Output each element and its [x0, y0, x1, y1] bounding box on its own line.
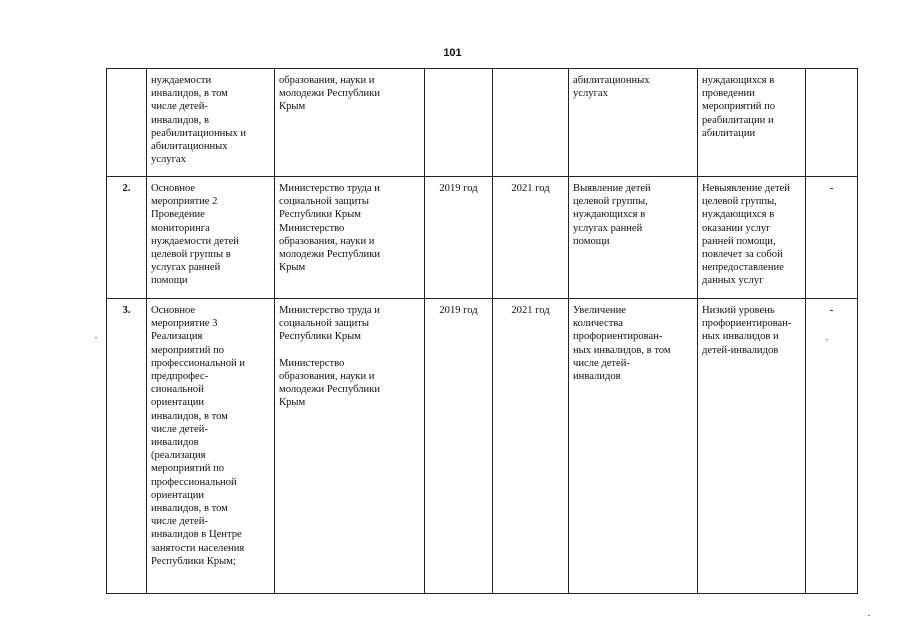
table-row: [107, 177, 858, 299]
executor-cell: Министерство труда и социальной защиты Республики Крым Министерство образования, науки и молодежи Республики Крым: [275, 177, 425, 299]
consequence-cell: Низкий уровень профориентирован- ных инвалидов и детей-инвалидов: [698, 299, 806, 594]
consequence-cell: Невыявление детей целевой группы, нуждающихся в оказании услуг ранней помощи, повлечет за собой непредоставление данных услуг: [698, 177, 806, 299]
scan-speck: [95, 337, 97, 338]
end-year-cell: [493, 69, 569, 177]
row-number: 2.: [107, 177, 147, 299]
program-events-table: [106, 68, 858, 594]
scan-speck: [826, 339, 828, 340]
event-cell: Основное мероприятие 3 Реализация мероприятий по профессиональной и предпрофес- сиональной ориентации инвалидов, в том числе детей- инвалидов (реализация мероприятий по профессиональной ориентации инвалидов, в том числе детей- инвалидов в Центре занятости населения Республики Крым;: [147, 299, 275, 594]
consequence-cell: нуждающихся в проведении мероприятий по реабилитации и абилитации: [698, 69, 806, 177]
table-row: [107, 299, 858, 594]
result-cell: Выявление детей целевой группы, нуждающихся в услугах ранней помощи: [569, 177, 698, 299]
scan-speck: [868, 615, 870, 616]
start-year-cell: 2019 год: [425, 299, 493, 594]
start-year-cell: 2019 год: [425, 177, 493, 299]
link-cell: [806, 69, 858, 177]
executor-cell: образования, науки и молодежи Республики Крым: [275, 69, 425, 177]
executor-cell: Министерство труда и социальной защиты Республики Крым Министерство образования, науки и молодежи Республики Крым: [275, 299, 425, 594]
end-year-cell: 2021 год: [493, 299, 569, 594]
end-year-cell: 2021 год: [493, 177, 569, 299]
event-cell: Основное мероприятие 2 Проведение мониторинга нуждаемости детей целевой группы в услугах ранней помощи: [147, 177, 275, 299]
page-number: 101: [443, 47, 462, 59]
result-cell: Увеличение количества профориентирован- ных инвалидов, в том числе детей- инвалидов: [569, 299, 698, 594]
row-number: 3.: [107, 299, 147, 594]
event-cell: нуждаемости инвалидов, в том числе детей- инвалидов, в реабилитационных и абилитационных услугах: [147, 69, 275, 177]
row-number: [107, 69, 147, 177]
link-cell: -: [806, 177, 858, 299]
result-cell: абилитационных услугах: [569, 69, 698, 177]
link-cell: -: [806, 299, 858, 594]
start-year-cell: [425, 69, 493, 177]
table-row: [107, 69, 858, 177]
